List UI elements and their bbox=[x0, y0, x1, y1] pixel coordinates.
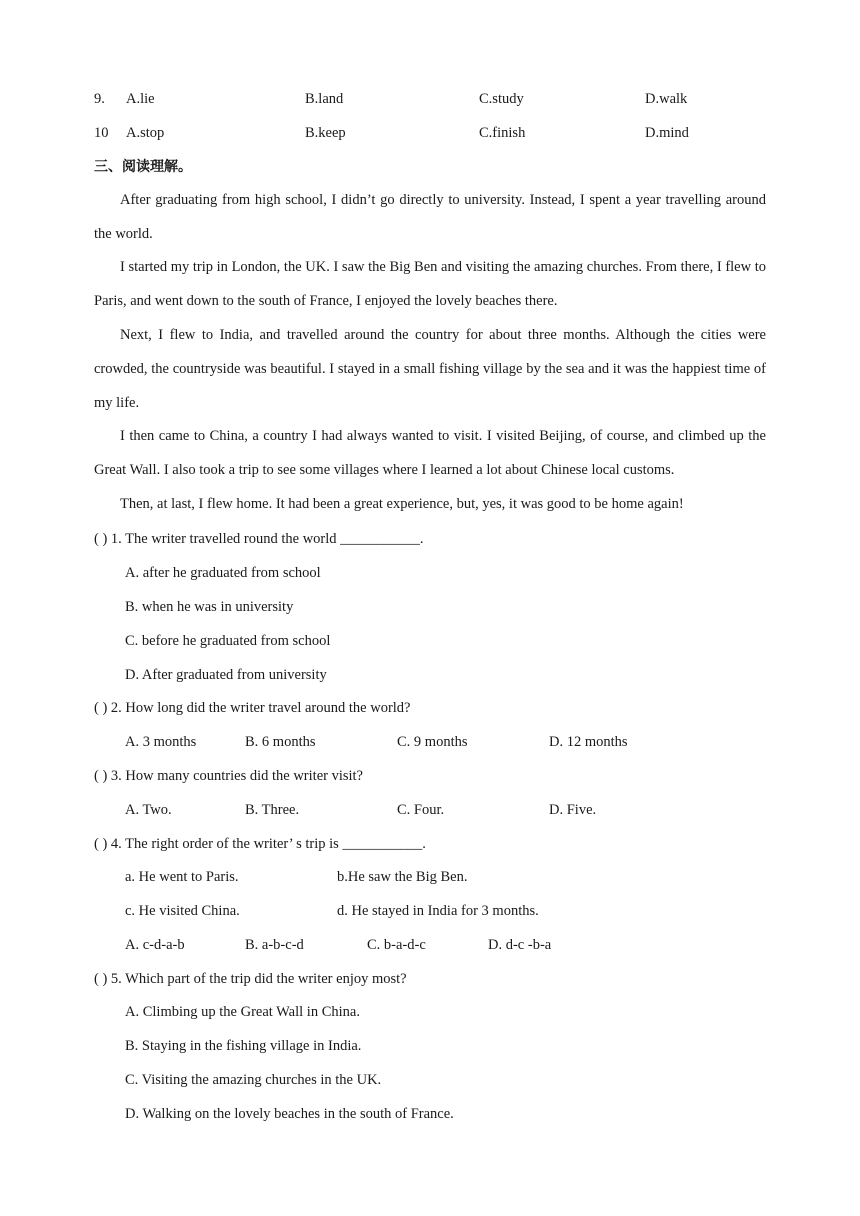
answer-option: B. Three. bbox=[245, 802, 300, 818]
answer-option: D. After graduated from university bbox=[125, 667, 327, 683]
section-title: 三、阅读理解。 bbox=[94, 159, 192, 175]
option-c: C.finish bbox=[479, 125, 526, 141]
answer-option: D. Walking on the lovely beaches in the south of France. bbox=[125, 1106, 454, 1122]
passage-paragraph: I started my trip in London, the UK. I saw the Big Ben and visiting the amazing churches. From there, I flew to Paris, and went down to the south of France, I enjoyed the lovely beaches there. bbox=[94, 259, 766, 309]
passage-paragraph: After graduating from high school, I didn’t go directly to university. Instead, I spent a year travelling around the world. bbox=[94, 192, 766, 242]
answer-option: A. c-d-a-b bbox=[125, 937, 185, 953]
option-b: B.land bbox=[305, 91, 344, 107]
question-stem: ( ) 5. Which part of the trip did the writer enjoy most? bbox=[94, 971, 407, 987]
answer-option: A. Climbing up the Great Wall in China. bbox=[125, 1004, 360, 1020]
answer-option: C. Visiting the amazing churches in the UK. bbox=[125, 1072, 382, 1088]
answer-option: C. Four. bbox=[397, 802, 445, 818]
passage-paragraph: I then came to China, a country I had always wanted to visit. I visited Beijing, of course, and climbed up the Great Wall. I also took a trip to see some villages where I learned a lot about Chinese local customs. bbox=[94, 428, 766, 478]
answer-option: C. b-a-d-c bbox=[367, 937, 426, 953]
option-d: D.walk bbox=[645, 91, 688, 107]
event-item: c. He visited China. bbox=[125, 903, 240, 919]
option-c: C.study bbox=[479, 91, 524, 107]
option-d: D.mind bbox=[645, 125, 689, 141]
answer-option: D. Five. bbox=[549, 802, 597, 818]
answer-option: B. 6 months bbox=[245, 734, 316, 750]
option-a: A.stop bbox=[126, 125, 165, 141]
event-item: a. He went to Paris. bbox=[125, 869, 239, 885]
answer-option: D. d-c -b-a bbox=[488, 937, 552, 953]
passage-paragraph: Next, I flew to India, and travelled around the country for about three months. Although the cities were crowded, the countryside was beautiful. I stayed in a small fishing village by the sea and it was the happiest time of my life. bbox=[94, 327, 766, 411]
question-number: 10 bbox=[94, 125, 109, 141]
answer-option: A. Two. bbox=[125, 802, 172, 818]
answer-option: A. after he graduated from school bbox=[125, 565, 321, 581]
passage-paragraph: Then, at last, I flew home. It had been a great experience, but, yes, it was good to be home again! bbox=[120, 496, 684, 512]
answer-option: A. 3 months bbox=[125, 734, 197, 750]
answer-option: C. before he graduated from school bbox=[125, 633, 331, 649]
answer-option: B. when he was in university bbox=[125, 599, 294, 615]
event-item: b.He saw the Big Ben. bbox=[337, 869, 468, 885]
option-b: B.keep bbox=[305, 125, 346, 141]
option-a: A.lie bbox=[126, 91, 155, 107]
question-stem: ( ) 2. How long did the writer travel around the world? bbox=[94, 700, 411, 716]
event-item: d. He stayed in India for 3 months. bbox=[337, 903, 539, 919]
answer-option: D. 12 months bbox=[549, 734, 628, 750]
question-number: 9. bbox=[94, 91, 105, 107]
answer-option: C. 9 months bbox=[397, 734, 468, 750]
question-stem: ( ) 4. The right order of the writer’ s trip is ___________. bbox=[94, 836, 426, 852]
answer-option: B. a-b-c-d bbox=[245, 937, 304, 953]
question-stem: ( ) 3. How many countries did the writer visit? bbox=[94, 768, 363, 784]
answer-option: B. Staying in the fishing village in India. bbox=[125, 1038, 362, 1054]
question-stem: ( ) 1. The writer travelled round the world ___________. bbox=[94, 531, 424, 547]
